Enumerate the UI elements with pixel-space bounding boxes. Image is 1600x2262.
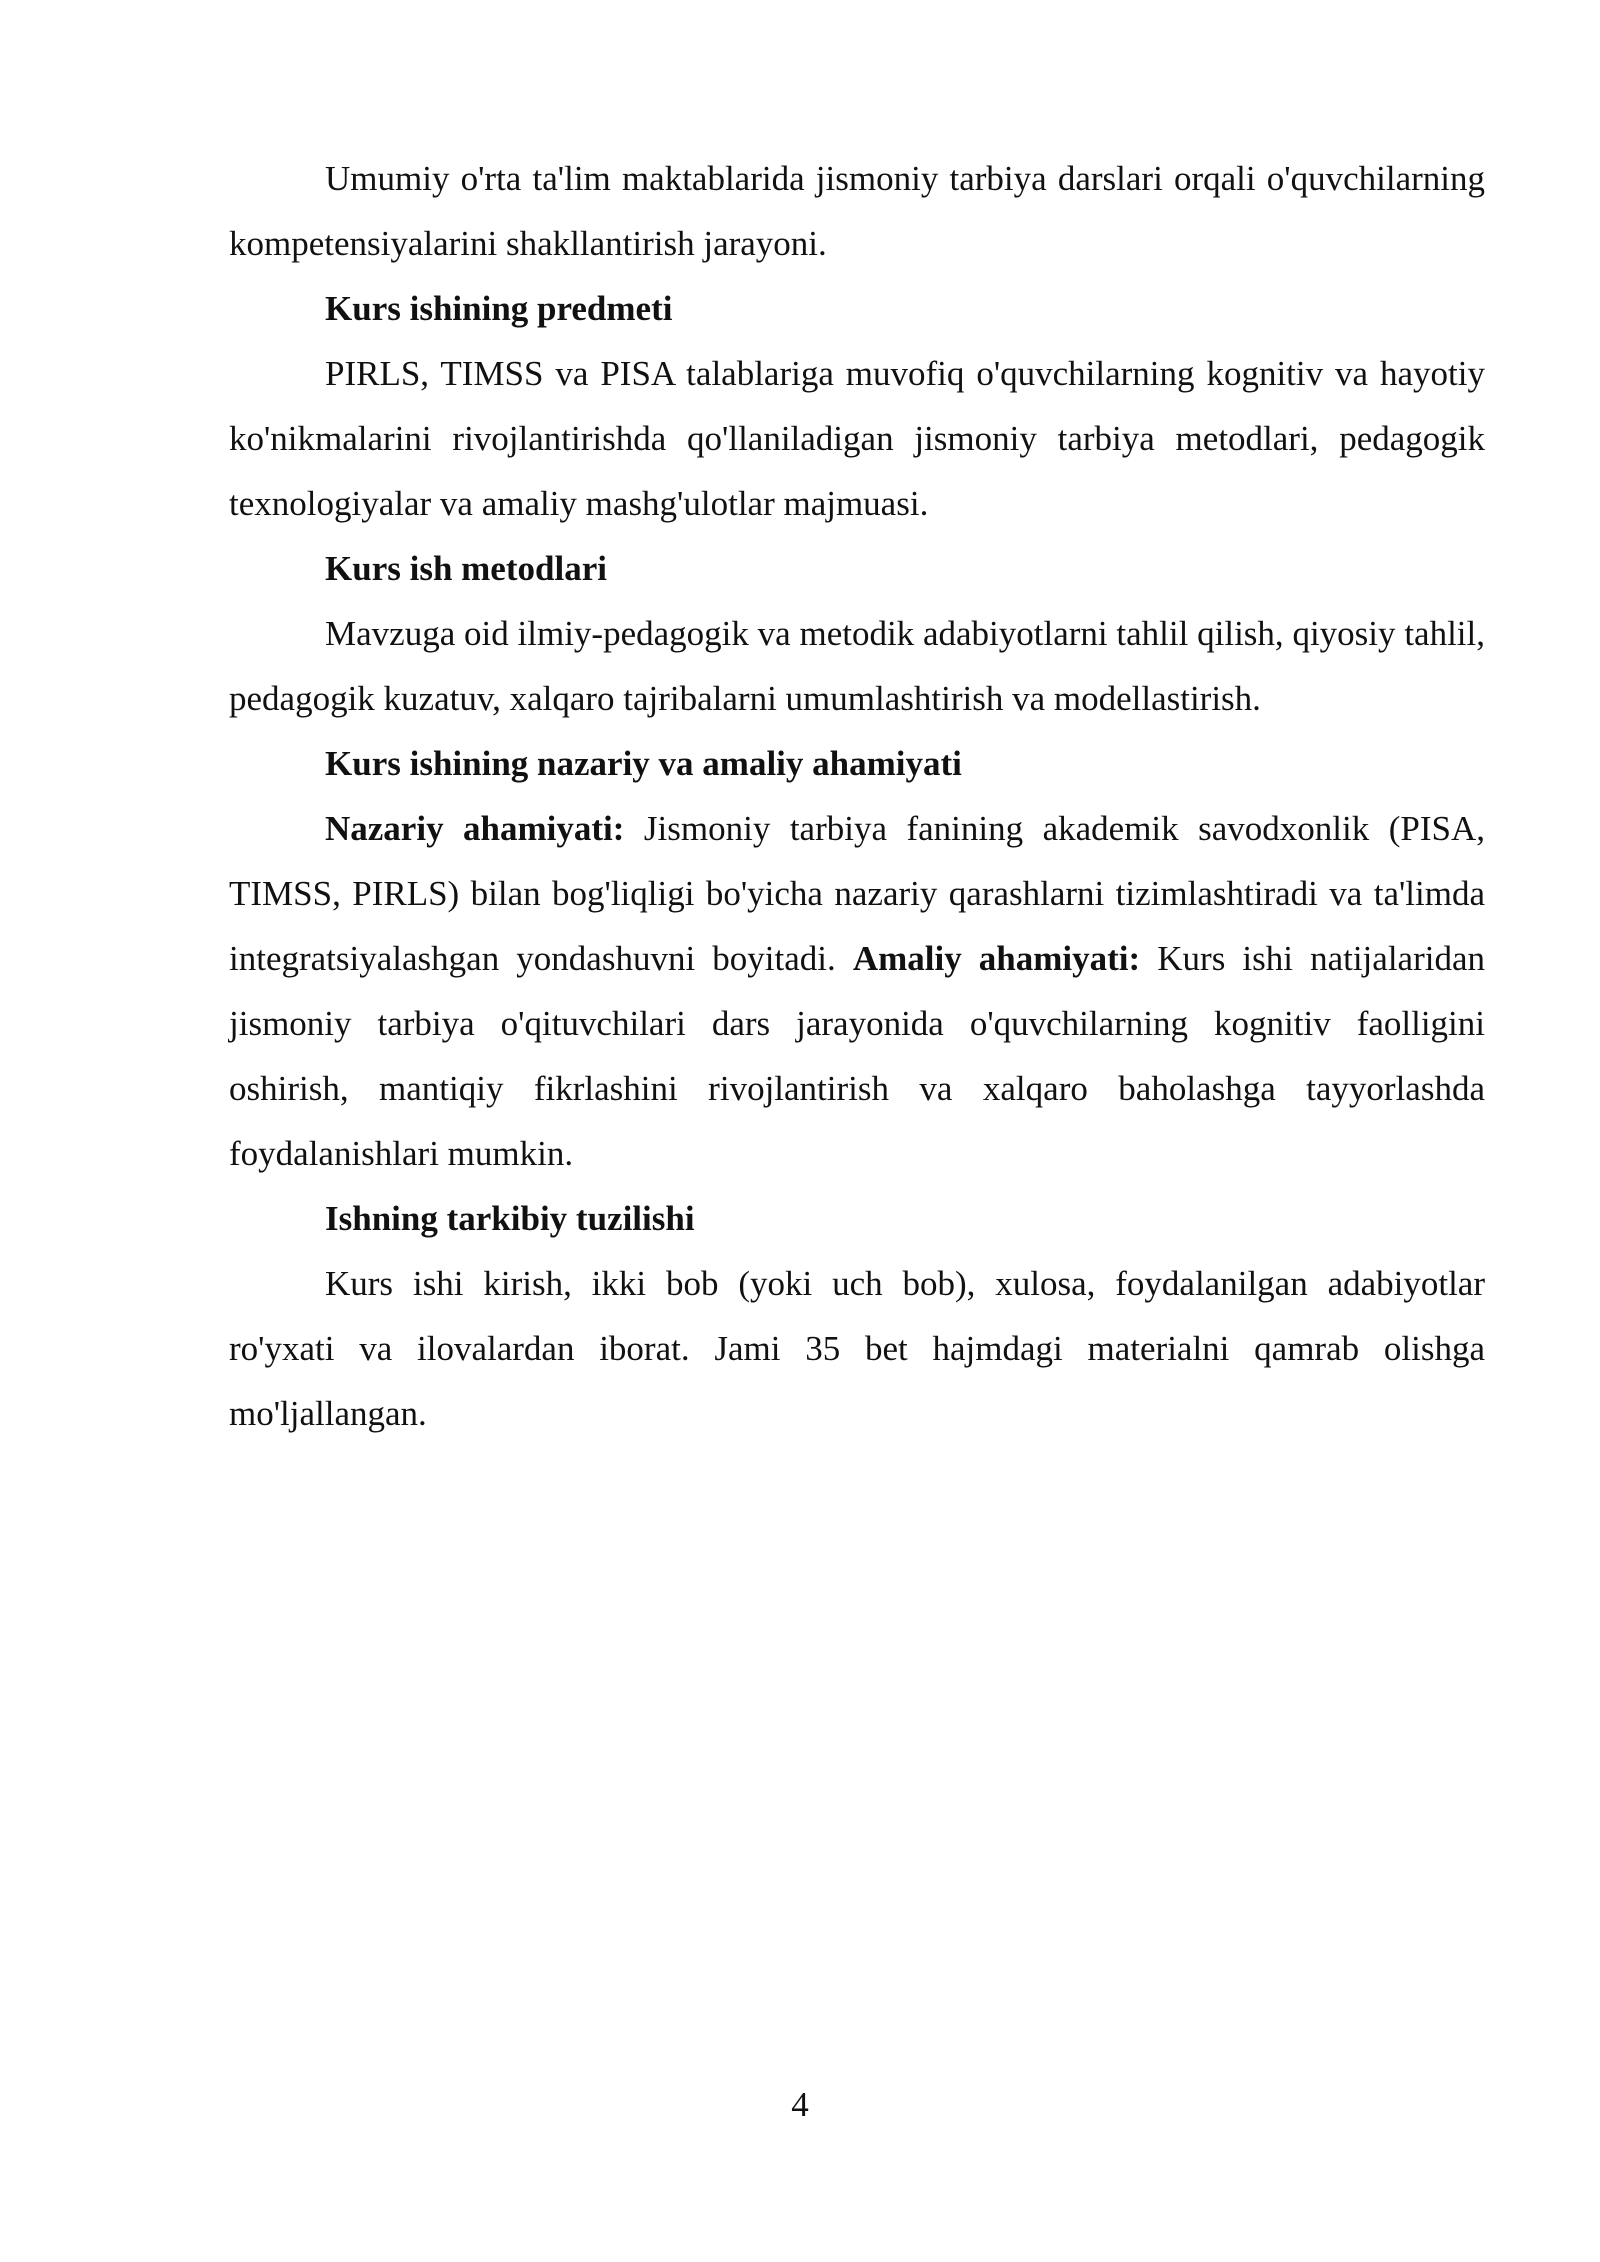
practice-text: Kurs ishi natijalaridan jismoniy tarbiya o'qituvchilari dars jarayonida o'quvchilarning kognitiv faolligini oshirish, mantiqiy fikrlashini rivojlantirish va xalqaro baholashga tayyorlashda foydalanishlari mumkin.	[229, 939, 1485, 1173]
structure-paragraph: Kurs ishi kirish, ikki bob (yoki uch bob), xulosa, foydalanilgan adabiyotlar ro'yxati va ilovalardan iborat. Jami 35 bet hajmdagi materialni qamrab olishga mo'ljallangan.	[229, 1264, 1485, 1433]
subject-heading: Kurs ishining predmeti	[325, 289, 673, 328]
page-number: 4	[791, 2085, 809, 2124]
structure-heading: Ishning tarkibiy tuzilishi	[325, 1199, 695, 1238]
intro-paragraph: Umumiy o'rta ta'lim maktablarida jismoniy tarbiya darslari orqali o'quvchilarning kompetensiyalarini shakllantirish jarayoni.	[229, 159, 1485, 263]
theory-label: Nazariy ahamiyati:	[325, 809, 625, 848]
methods-heading: Kurs ish metodlari	[325, 549, 607, 588]
methods-paragraph: Mavzuga oid ilmiy-pedagogik va metodik adabiyotlarni tahlil qilish, qiyosiy tahlil, pedagogik kuzatuv, xalqaro tajribalarni umumlashtirish va modellastirish.	[229, 614, 1485, 718]
theory-text: Jismoniy tarbiya fanining akademik savodxonlik (PISA, TIMSS, PIRLS) bilan bog'liqligi bo'yicha nazariy qarashlarni tizimlashtiradi va ta'limda integratsiyalashgan yondashuvni boyitadi.	[229, 809, 1485, 978]
significance-heading: Kurs ishining nazariy va amaliy ahamiyati	[325, 744, 962, 783]
subject-paragraph: PIRLS, TIMSS va PISA talablariga muvofiq o'quvchilarning kognitiv va hayotiy ko'nikmalarini rivojlantirishda qo'llaniladigan jismoniy tarbiya metodlari, pedagogik texnologiyalar va amaliy mashg'ulotlar majmuasi.	[229, 354, 1485, 523]
significance-paragraph	[229, 796, 1485, 1186]
practice-label: Amaliy ahamiyati:	[852, 939, 1141, 978]
page-body	[229, 146, 1485, 1446]
